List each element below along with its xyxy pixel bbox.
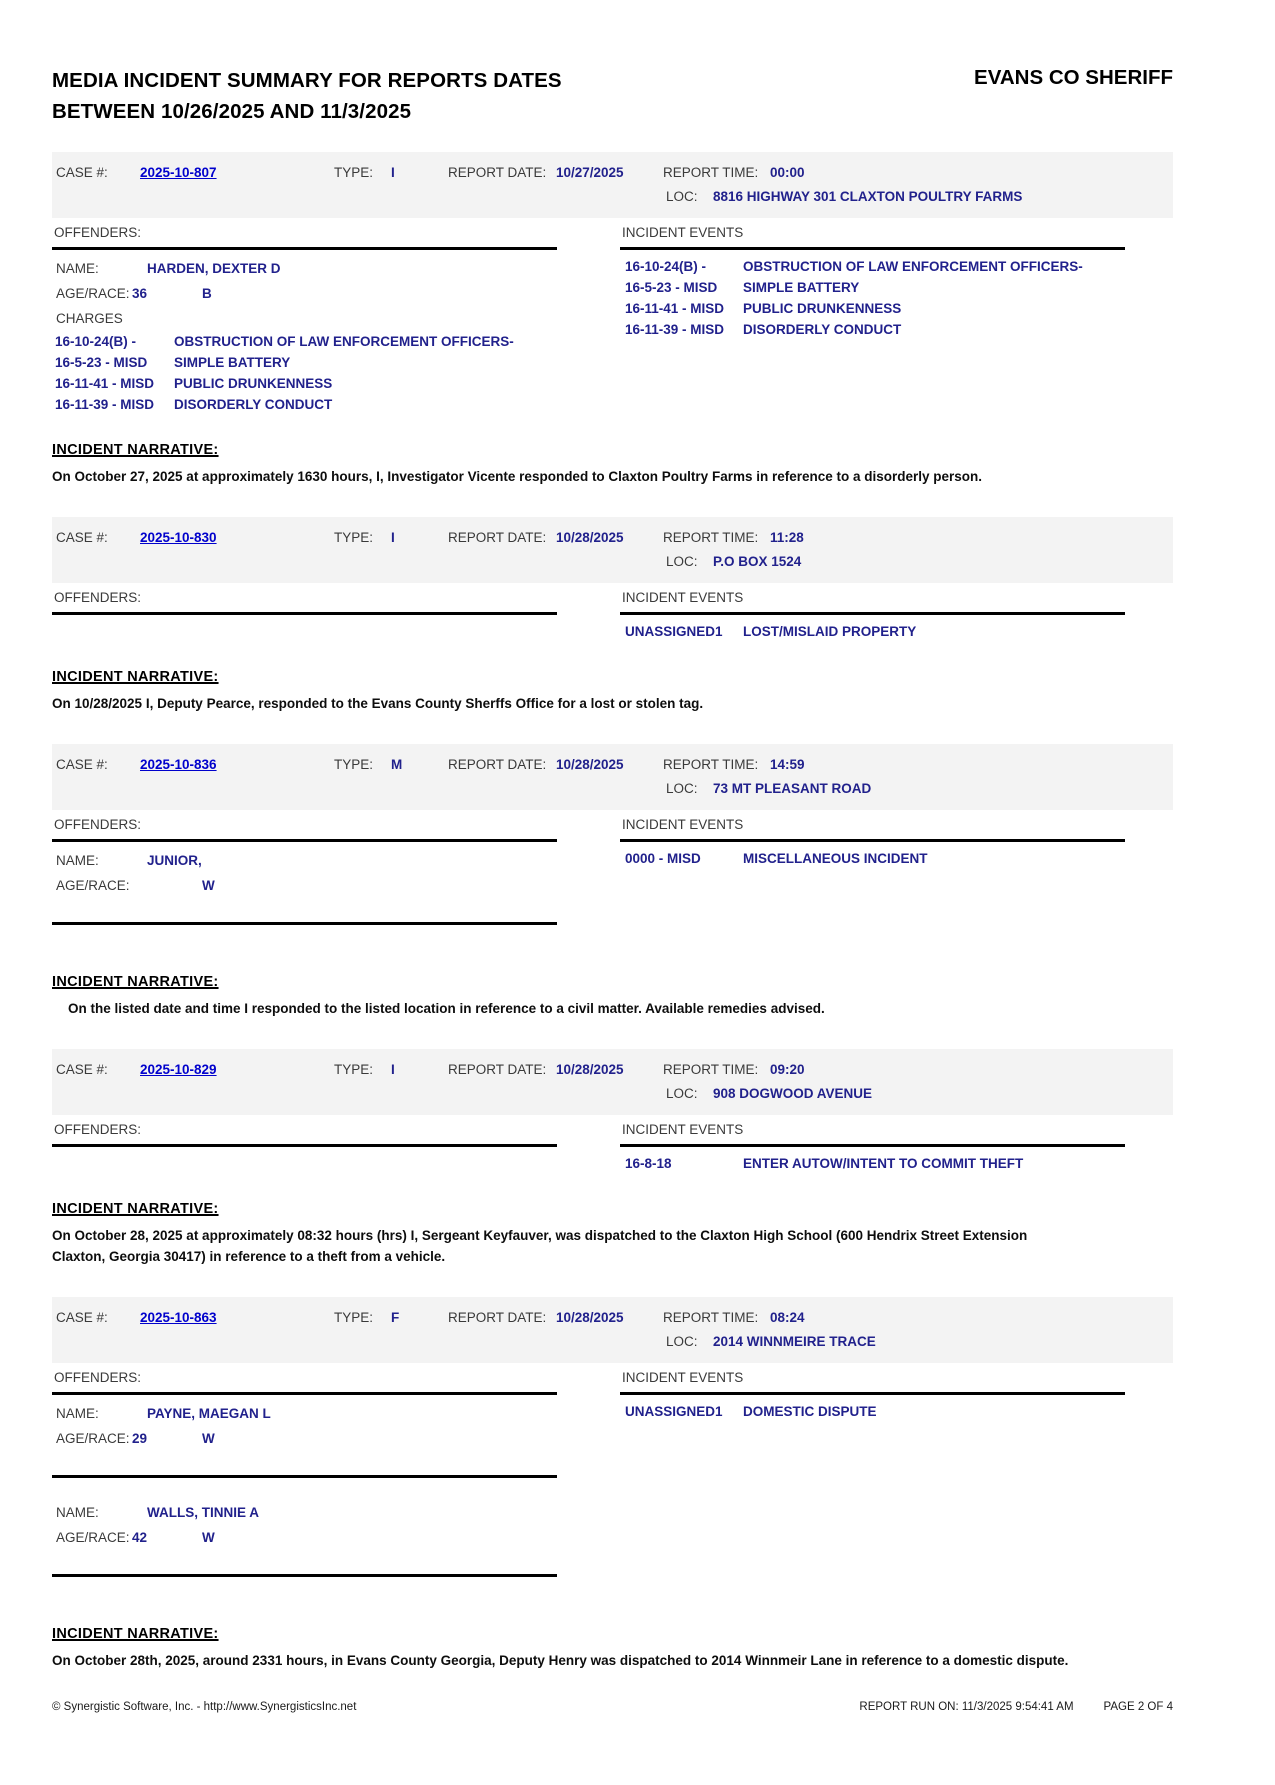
offenders-underline [52,612,557,615]
case-block [52,517,1173,714]
case-header-band [52,517,1173,583]
narrative-text: On 10/28/2025 I, Deputy Pearce, responded to the Evans County Sherffs Office for a lost or stolen tag. [52,695,704,711]
report-date-label: REPORT DATE: [448,1062,547,1077]
offender-name-row [52,256,620,281]
name-label: NAME: [56,852,99,868]
event-desc: OBSTRUCTION OF LAW ENFORCEMENT OFFICERS- [743,258,1083,274]
loc-value: 73 MT PLEASANT ROAD [713,781,872,796]
case-block [52,152,1173,487]
event-code: 16-5-23 - MISD [625,279,718,295]
case-header-row [56,1058,1173,1082]
incident-narrative [52,973,1173,1019]
incident-events-label: INCIDENT EVENTS [622,224,744,240]
case-header-row [56,526,1173,550]
event-code: UNASSIGNED1 [625,623,723,639]
charge-code: 16-10-24(B) - [55,333,137,349]
type-value: I [391,1062,395,1077]
case-header-band [52,1297,1173,1363]
report-time-label: REPORT TIME: [663,757,759,772]
incident-events-label: INCIDENT EVENTS [622,816,744,832]
charge-code: 16-5-23 - MISD [55,354,148,370]
charge-row [52,331,620,352]
event-code: UNASSIGNED1 [625,1403,723,1419]
narrative-heading: INCIDENT NARRATIVE: [52,668,219,685]
report-date-label: REPORT DATE: [448,530,547,545]
report-time-value: 11:28 [770,530,804,545]
offender-name: HARDEN, DEXTER D [147,260,281,276]
type-label: TYPE: [334,1310,374,1325]
report-time-label: REPORT TIME: [663,165,759,180]
offender-race: B [202,285,212,301]
offender-name: WALLS, TINNIE A [147,1504,259,1520]
offender-separator [52,1574,557,1577]
loc-label: LOC: [666,1086,698,1101]
offender-age-race-row [52,1426,620,1451]
incident-events-column [620,225,1173,340]
case-header-row [56,753,1173,777]
event-desc: LOST/MISLAID PROPERTY [743,623,917,639]
case-number-label: CASE #: [56,530,108,545]
case-number-label: CASE #: [56,1062,108,1077]
event-row [620,1153,1173,1174]
narrative-text: On the listed date and time I responded to the listed location in reference to a civil matter. Available remedies advised. [68,1000,825,1016]
case-loc-row [56,1330,1173,1354]
offenders-label: OFFENDERS: [54,816,142,832]
type-value: I [391,530,395,545]
event-code: 0000 - MISD [625,850,701,866]
page-title [52,66,562,128]
type-value: F [391,1310,400,1325]
offenders-label: OFFENDERS: [54,224,142,240]
case-number-label: CASE #: [56,1310,108,1325]
offender-name-row [52,1500,620,1525]
masthead [52,66,1173,128]
case-block [52,744,1173,1019]
charge-row [52,373,620,394]
offenders-underline [52,839,557,842]
incident-events-underline [620,839,1125,842]
event-desc: DISORDERLY CONDUCT [743,321,902,337]
incident-narrative [52,1625,1173,1671]
narrative-text: On October 28th, 2025, around 2331 hours, in Evans County Georgia, Deputy Henry was dispatched to 2014 Winnmeir Lane in reference to a domestic dispute. [52,1652,1069,1668]
offenders-label: OFFENDERS: [54,1369,142,1385]
case-number-link[interactable]: 2025-10-807 [140,165,217,180]
event-desc: ENTER AUTOW/INTENT TO COMMIT THEFT [743,1155,1024,1171]
incident-events-column [620,1370,1173,1422]
report-time-label: REPORT TIME: [663,1062,759,1077]
incident-events-underline [620,1144,1125,1147]
type-label: TYPE: [334,165,374,180]
footer-copyright: © Synergistic Software, Inc. - http://www.SynergisticsInc.net [52,1700,357,1713]
agency-name: EVANS CO SHERIFF [974,66,1173,89]
event-desc: DOMESTIC DISPUTE [743,1403,877,1419]
loc-label: LOC: [666,554,698,569]
narrative-heading: INCIDENT NARRATIVE: [52,1200,219,1217]
report-time-value: 08:24 [770,1310,805,1325]
loc-value: 908 DOGWOOD AVENUE [713,1086,873,1101]
offender-age: 36 [132,285,148,301]
case-header-band [52,152,1173,218]
narrative-heading: INCIDENT NARRATIVE: [52,1625,219,1642]
name-label: NAME: [56,1405,99,1421]
narrative-heading: INCIDENT NARRATIVE: [52,973,219,990]
case-number-link[interactable]: 2025-10-836 [140,757,217,772]
event-code: 16-11-41 - MISD [625,300,725,316]
offender-race: W [202,1529,215,1545]
incident-narrative [52,1200,1173,1267]
report-date-value: 10/28/2025 [556,757,624,772]
page-footer [52,1701,1173,1785]
loc-value: 2014 WINNMEIRE TRACE [713,1334,876,1349]
type-label: TYPE: [334,757,374,772]
loc-value: P.O BOX 1524 [713,554,802,569]
report-date-label: REPORT DATE: [448,1310,547,1325]
case-number-label: CASE #: [56,757,108,772]
report-time-value: 14:59 [770,757,805,772]
loc-label: LOC: [666,781,698,796]
offender-age-race-row [52,281,620,306]
event-desc: PUBLIC DRUNKENNESS [743,300,902,316]
offenders-underline [52,1392,557,1395]
report-date-label: REPORT DATE: [448,757,547,772]
charges-label: CHARGES [56,310,123,326]
event-row [620,298,1173,319]
event-code: 16-10-24(B) - [625,258,707,274]
offenders-column [52,590,620,621]
type-value: I [391,165,395,180]
case-header-row [56,161,1173,185]
charge-row [52,394,620,415]
case-columns [52,1370,1173,1599]
charge-desc: PUBLIC DRUNKENNESS [174,375,333,391]
incident-narrative [52,441,1173,487]
case-loc-row [56,550,1173,574]
age-race-label: AGE/RACE: [56,877,130,893]
event-desc: MISCELLANEOUS INCIDENT [743,850,928,866]
charge-code: 16-11-41 - MISD [55,375,155,391]
report-date-label: REPORT DATE: [448,165,547,180]
offenders-label: OFFENDERS: [54,1121,142,1137]
charge-code: 16-11-39 - MISD [55,396,155,412]
offenders-label: OFFENDERS: [54,589,142,605]
case-loc-row [56,777,1173,801]
title-line2: BETWEEN 10/26/2025 AND 11/3/2025 [52,99,412,123]
name-label: NAME: [56,1504,99,1520]
charge-desc: DISORDERLY CONDUCT [174,396,333,412]
incident-narrative [52,668,1173,714]
loc-label: LOC: [666,1334,698,1349]
narrative-text: On October 28, 2025 at approximately 08:32 hours (hrs) I, Sergeant Keyfauver, was dispatched to the Claxton High School (600 Hendrix Street Extension Claxton, Georgia 30417) in reference to a theft from a vehicle. [52,1227,1028,1264]
case-loc-row [56,1082,1173,1106]
case-header-band [52,744,1173,810]
case-number-label: CASE #: [56,165,108,180]
offender-race: W [202,877,215,893]
incident-events-underline [620,1392,1125,1395]
loc-value: 8816 HIGHWAY 301 CLAXTON POULTRY FARMS [713,189,1023,204]
incident-events-column [620,1122,1173,1174]
offender-age-race-row [52,1525,620,1550]
type-label: TYPE: [334,1062,374,1077]
case-number-link[interactable]: 2025-10-830 [140,530,217,545]
offender-separator [52,1475,557,1478]
case-loc-row [56,185,1173,209]
event-desc: SIMPLE BATTERY [743,279,860,295]
offenders-column [52,225,620,415]
name-label: NAME: [56,260,99,276]
offender-separator [52,922,557,925]
incident-events-underline [620,612,1125,615]
offender-name: JUNIOR, [147,852,202,868]
case-columns [52,225,1173,415]
case-columns [52,817,1173,947]
offender-age: 29 [132,1430,148,1446]
report-time-label: REPORT TIME: [663,530,759,545]
offender-name-row [52,1401,620,1426]
report-time-value: 00:00 [770,165,805,180]
offender-age-race-row [52,873,620,898]
type-label: TYPE: [334,530,374,545]
footer-page-number: PAGE 2 OF 4 [1103,1700,1173,1713]
charge-row [52,352,620,373]
event-row [620,277,1173,298]
offender-race: W [202,1430,215,1446]
offenders-underline [52,1144,557,1147]
incident-events-label: INCIDENT EVENTS [622,1369,744,1385]
case-block [52,1049,1173,1267]
report-time-value: 09:20 [770,1062,805,1077]
incident-events-column [620,590,1173,642]
report-date-value: 10/28/2025 [556,1062,624,1077]
event-code: 16-11-39 - MISD [625,321,725,337]
report-date-value: 10/28/2025 [556,1310,624,1325]
case-number-link[interactable]: 2025-10-829 [140,1062,217,1077]
narrative-text: On October 27, 2025 at approximately 1630 hours, I, Investigator Vicente responded to Claxton Poultry Farms in reference to a disorderly person. [52,468,983,484]
case-block [52,1297,1173,1671]
incident-events-column [620,817,1173,869]
type-value: M [391,757,403,772]
event-row [620,621,1173,642]
loc-label: LOC: [666,189,698,204]
title-line1: MEDIA INCIDENT SUMMARY FOR REPORTS DATES [52,69,562,92]
offender-name-row [52,848,620,873]
case-columns [52,1122,1173,1174]
event-row [620,848,1173,869]
offenders-column [52,817,620,947]
offenders-underline [52,247,557,250]
event-code: 16-8-18 [625,1155,672,1171]
event-row [620,256,1173,277]
case-number-link[interactable]: 2025-10-863 [140,1310,217,1325]
footer-report-run-on: REPORT RUN ON: 11/3/2025 9:54:41 AM [859,1700,1074,1713]
case-columns [52,590,1173,642]
event-row [620,1401,1173,1422]
report-date-value: 10/28/2025 [556,530,624,545]
event-row [620,319,1173,340]
incident-events-underline [620,247,1125,250]
report-time-label: REPORT TIME: [663,1310,759,1325]
age-race-label: AGE/RACE: [56,285,130,301]
case-header-band [52,1049,1173,1115]
offenders-column [52,1370,620,1599]
age-race-label: AGE/RACE: [56,1430,130,1446]
age-race-label: AGE/RACE: [56,1529,130,1545]
incident-events-label: INCIDENT EVENTS [622,589,744,605]
charge-desc: OBSTRUCTION OF LAW ENFORCEMENT OFFICERS- [174,333,514,349]
charge-desc: SIMPLE BATTERY [174,354,291,370]
narrative-heading: INCIDENT NARRATIVE: [52,441,219,458]
offenders-column [52,1122,620,1153]
case-header-row [56,1306,1173,1330]
report-date-value: 10/27/2025 [556,165,624,180]
offender-age: 42 [132,1529,148,1545]
offender-name: PAYNE, MAEGAN L [147,1405,271,1421]
incident-events-label: INCIDENT EVENTS [622,1121,744,1137]
